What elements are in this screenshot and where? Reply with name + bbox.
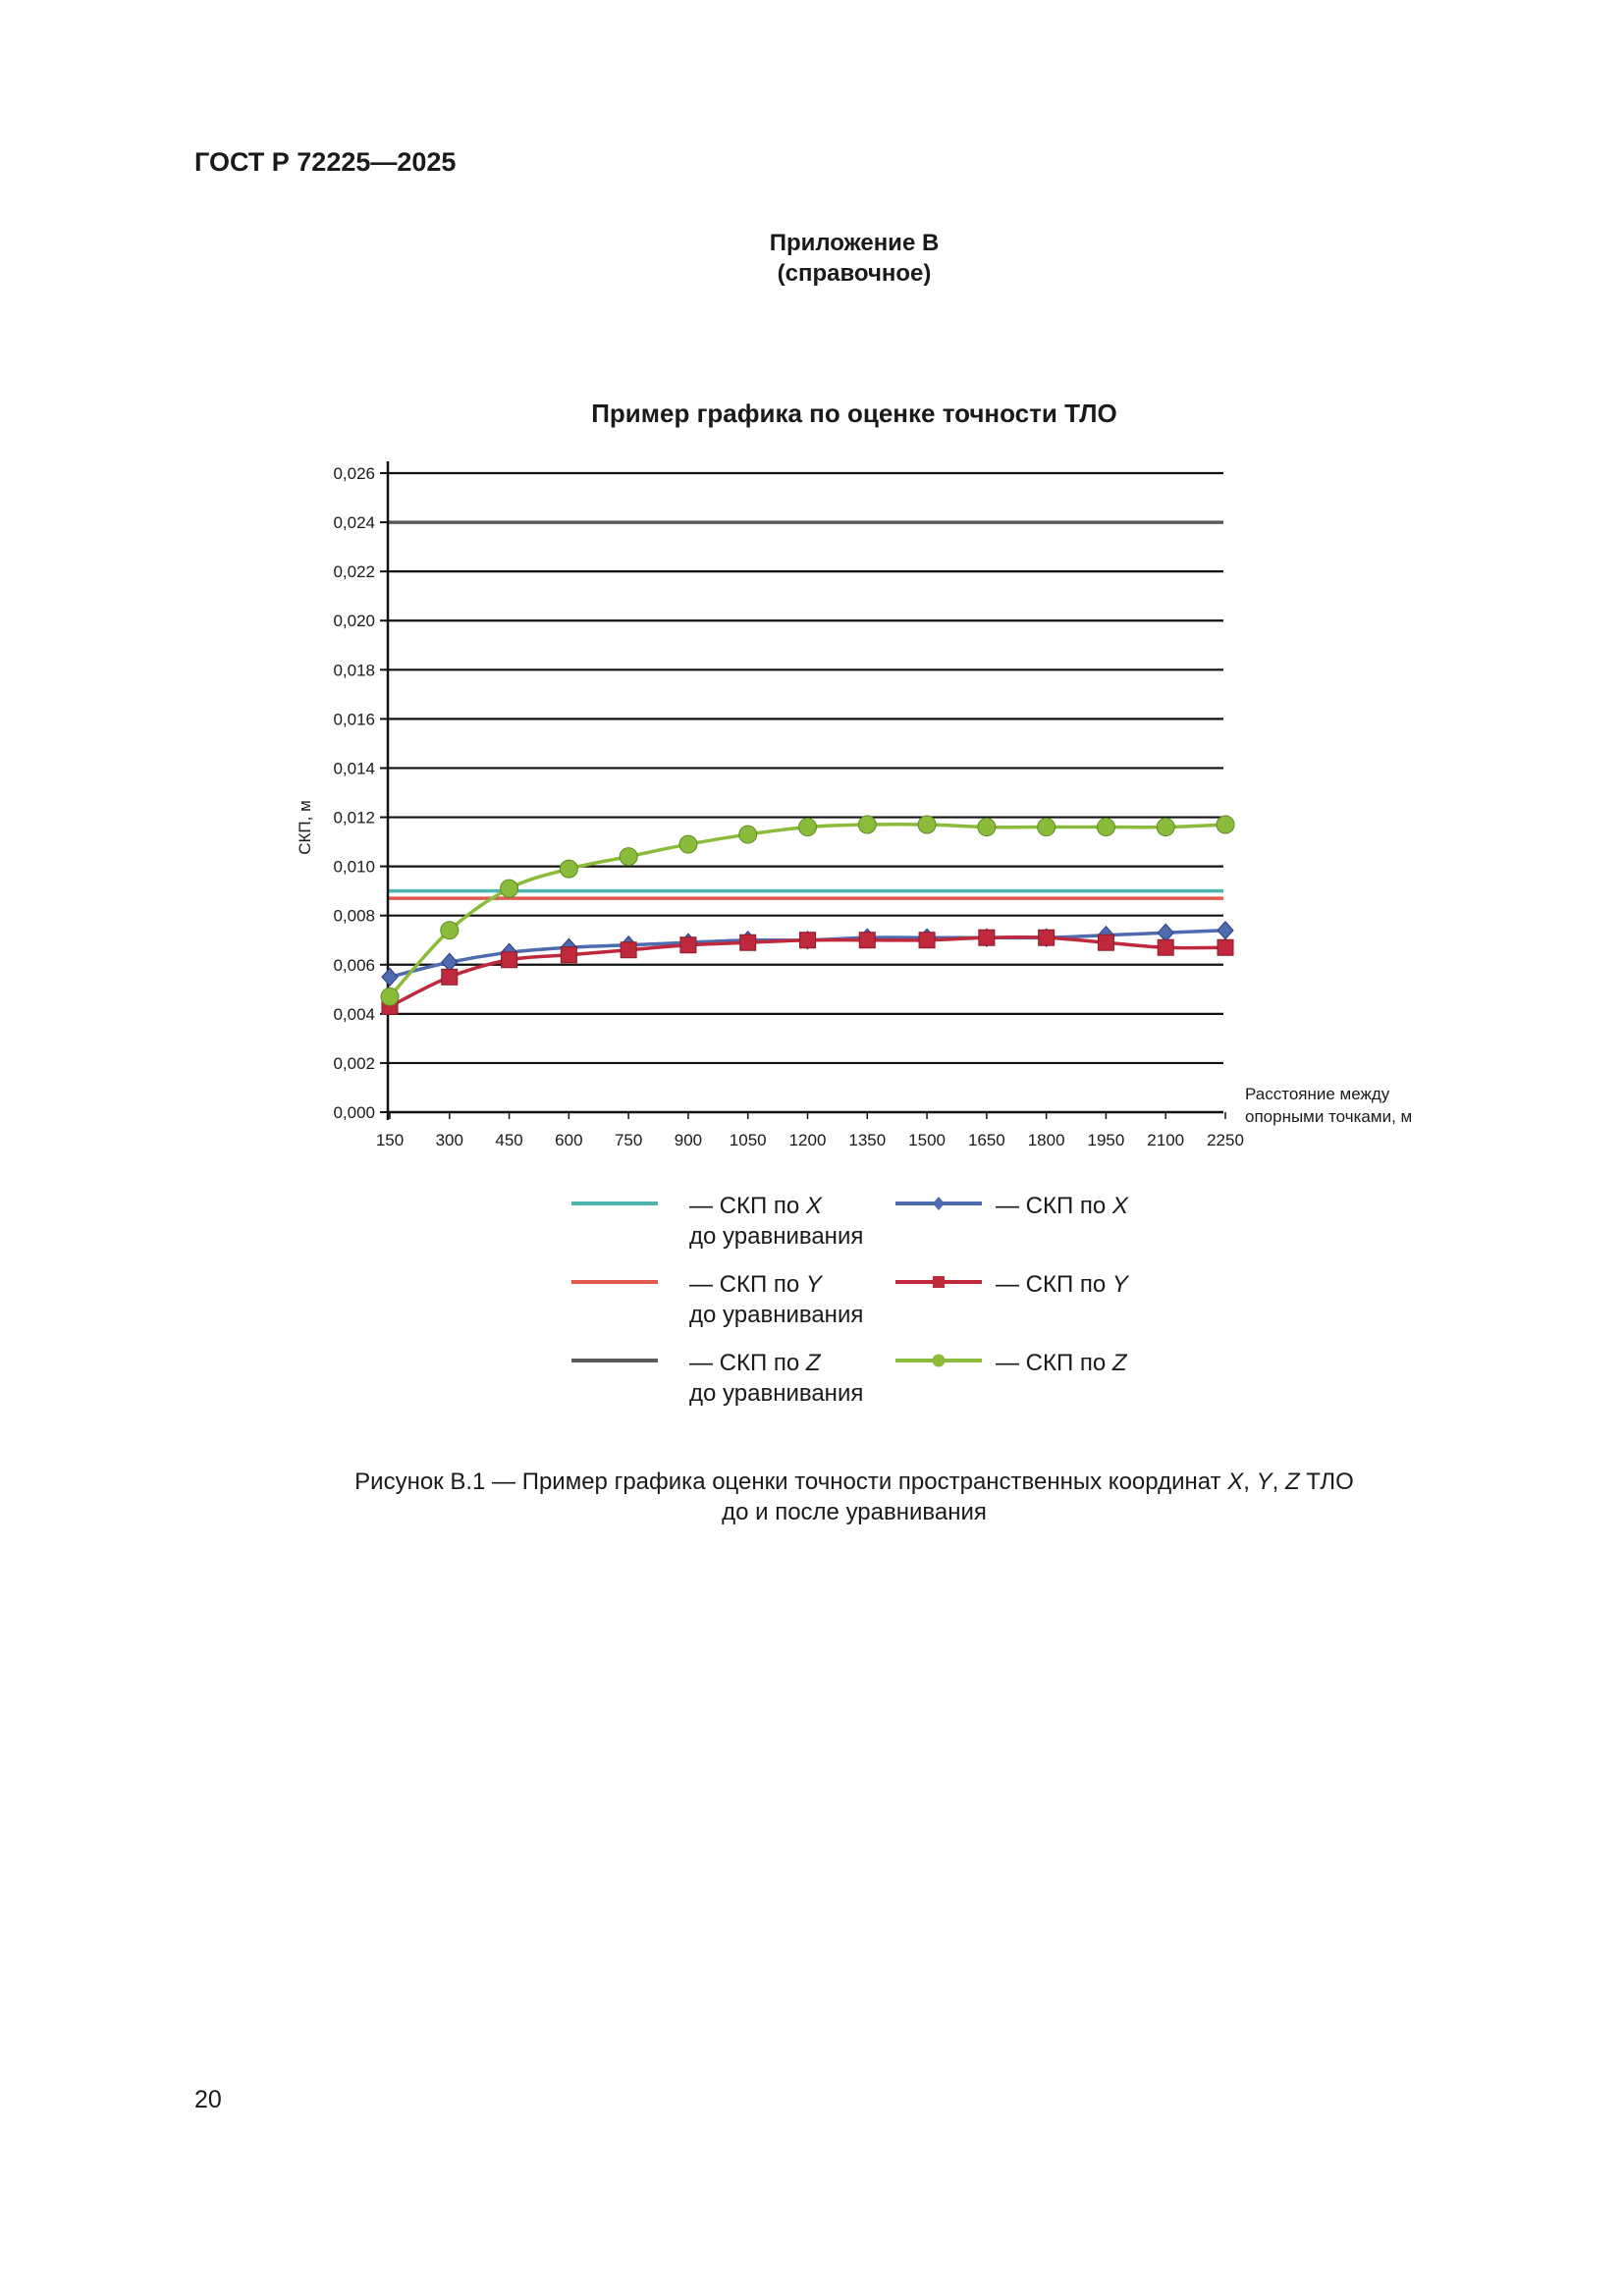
chart-title: Пример графика по оценке точности ТЛО <box>591 399 1117 428</box>
data-point-y-after <box>919 933 935 948</box>
y-tick-label: 0,024 <box>333 513 375 533</box>
x-tick-label: 1200 <box>788 1131 827 1149</box>
y-tick-label: 0,008 <box>333 906 375 926</box>
chart-grid <box>388 473 1223 1063</box>
y-tick-label: 0,006 <box>333 955 375 975</box>
page-number: 20 <box>194 2086 222 2113</box>
y-tick-label: 0,018 <box>333 661 375 680</box>
data-point-y-after <box>800 933 816 948</box>
legend-swatch-y-after-marker <box>933 1276 945 1288</box>
x-tick-label: 150 <box>375 1131 405 1149</box>
y-axis-label: СКП, м <box>296 800 314 855</box>
x-tick-label: 300 <box>435 1131 463 1149</box>
x-tick-label: 600 <box>555 1131 583 1149</box>
appendix-title: Приложение В <box>769 230 940 256</box>
x-axis-label-line1: Расстояние между <box>1245 1085 1390 1103</box>
chart-labels <box>296 464 1412 1149</box>
x-tick-label: 2250 <box>1207 1131 1244 1149</box>
data-point-z-after <box>501 880 518 897</box>
x-tick-label: 1950 <box>1087 1131 1125 1149</box>
legend-item-y-after: — СКП по Y <box>996 1271 1128 1298</box>
figure-caption-line2: до и после уравнивания <box>722 1499 987 1525</box>
data-point-x-after <box>442 953 458 971</box>
data-point-z-after <box>918 816 936 833</box>
y-tick-label: 0,026 <box>333 464 375 483</box>
data-point-y-after <box>740 934 756 950</box>
data-point-z-after <box>739 826 757 843</box>
data-point-z-after <box>858 816 876 833</box>
chart-axes <box>380 461 1225 1120</box>
y-tick-label: 0,010 <box>333 857 375 877</box>
y-tick-label: 0,012 <box>333 808 375 828</box>
x-tick-label: 750 <box>614 1131 643 1149</box>
x-tick-label: 1800 <box>1027 1131 1065 1149</box>
y-tick-label: 0,002 <box>333 1053 375 1073</box>
x-tick-label: 1500 <box>908 1131 946 1149</box>
data-point-z-after <box>381 988 399 1005</box>
y-tick-label: 0,004 <box>333 1004 375 1024</box>
data-point-z-after <box>1157 819 1174 836</box>
data-point-y-after <box>859 933 875 948</box>
document-id: ГОСТ Р 72225—2025 <box>194 147 457 177</box>
legend-swatch-x-after-marker <box>933 1197 945 1210</box>
y-tick-label: 0,020 <box>333 612 375 631</box>
data-point-x-after <box>1218 922 1233 939</box>
data-point-z-after <box>1217 816 1234 833</box>
data-point-z-after <box>560 860 577 878</box>
data-point-y-after <box>1098 934 1113 950</box>
x-axis-label-line2: опорными точками, м <box>1245 1107 1413 1126</box>
appendix-subtitle: (справочное) <box>777 260 932 287</box>
data-point-x-after <box>1158 924 1173 941</box>
data-point-y-after <box>1039 930 1055 945</box>
legend-item-y-before: — СКП по Y до уравнивания <box>689 1271 864 1328</box>
figure-caption <box>0 1467 1624 1527</box>
x-tick-label: 2100 <box>1147 1131 1185 1149</box>
data-point-z-after <box>1038 819 1056 836</box>
data-point-y-after <box>561 947 576 963</box>
y-tick-label: 0,016 <box>333 710 375 729</box>
y-tick-label: 0,022 <box>333 562 375 582</box>
x-tick-label: 900 <box>674 1131 703 1149</box>
data-point-y-after <box>621 942 636 958</box>
data-point-z-after <box>441 922 459 939</box>
x-tick-label: 1650 <box>967 1131 1005 1149</box>
data-point-z-after <box>1097 819 1114 836</box>
data-point-z-after <box>978 819 996 836</box>
data-point-z-after <box>620 848 637 866</box>
figure-caption-line1: Рисунок В.1 — Пример графика оценки точности пространственных координат X, Y, Z ТЛО <box>354 1468 1354 1495</box>
legend-item-z-after: — СКП по Z <box>996 1350 1127 1376</box>
legend-item-z-before: — СКП по Z до уравнивания <box>689 1350 864 1407</box>
legend-item-x-after: — СКП по X <box>996 1193 1128 1219</box>
legend-swatch-z-after-marker <box>933 1355 946 1367</box>
data-point-y-after <box>1158 939 1173 955</box>
data-point-z-after <box>679 835 697 853</box>
data-point-y-after <box>979 930 995 945</box>
data-point-y-after <box>1218 939 1233 955</box>
x-tick-label: 1050 <box>729 1131 767 1149</box>
y-tick-label: 0,000 <box>333 1103 375 1122</box>
series-line-z-after <box>390 825 1225 997</box>
data-point-y-after <box>502 952 517 968</box>
legend-item-x-before: — СКП по X до уравнивания <box>689 1193 864 1250</box>
data-point-z-after <box>799 819 817 836</box>
data-point-x-after <box>382 968 398 986</box>
x-tick-label: 450 <box>495 1131 523 1149</box>
y-tick-label: 0,014 <box>333 759 375 778</box>
x-tick-label: 1350 <box>848 1131 887 1149</box>
data-point-y-after <box>680 937 696 953</box>
reference-lines <box>388 522 1223 898</box>
data-point-y-after <box>442 969 458 985</box>
